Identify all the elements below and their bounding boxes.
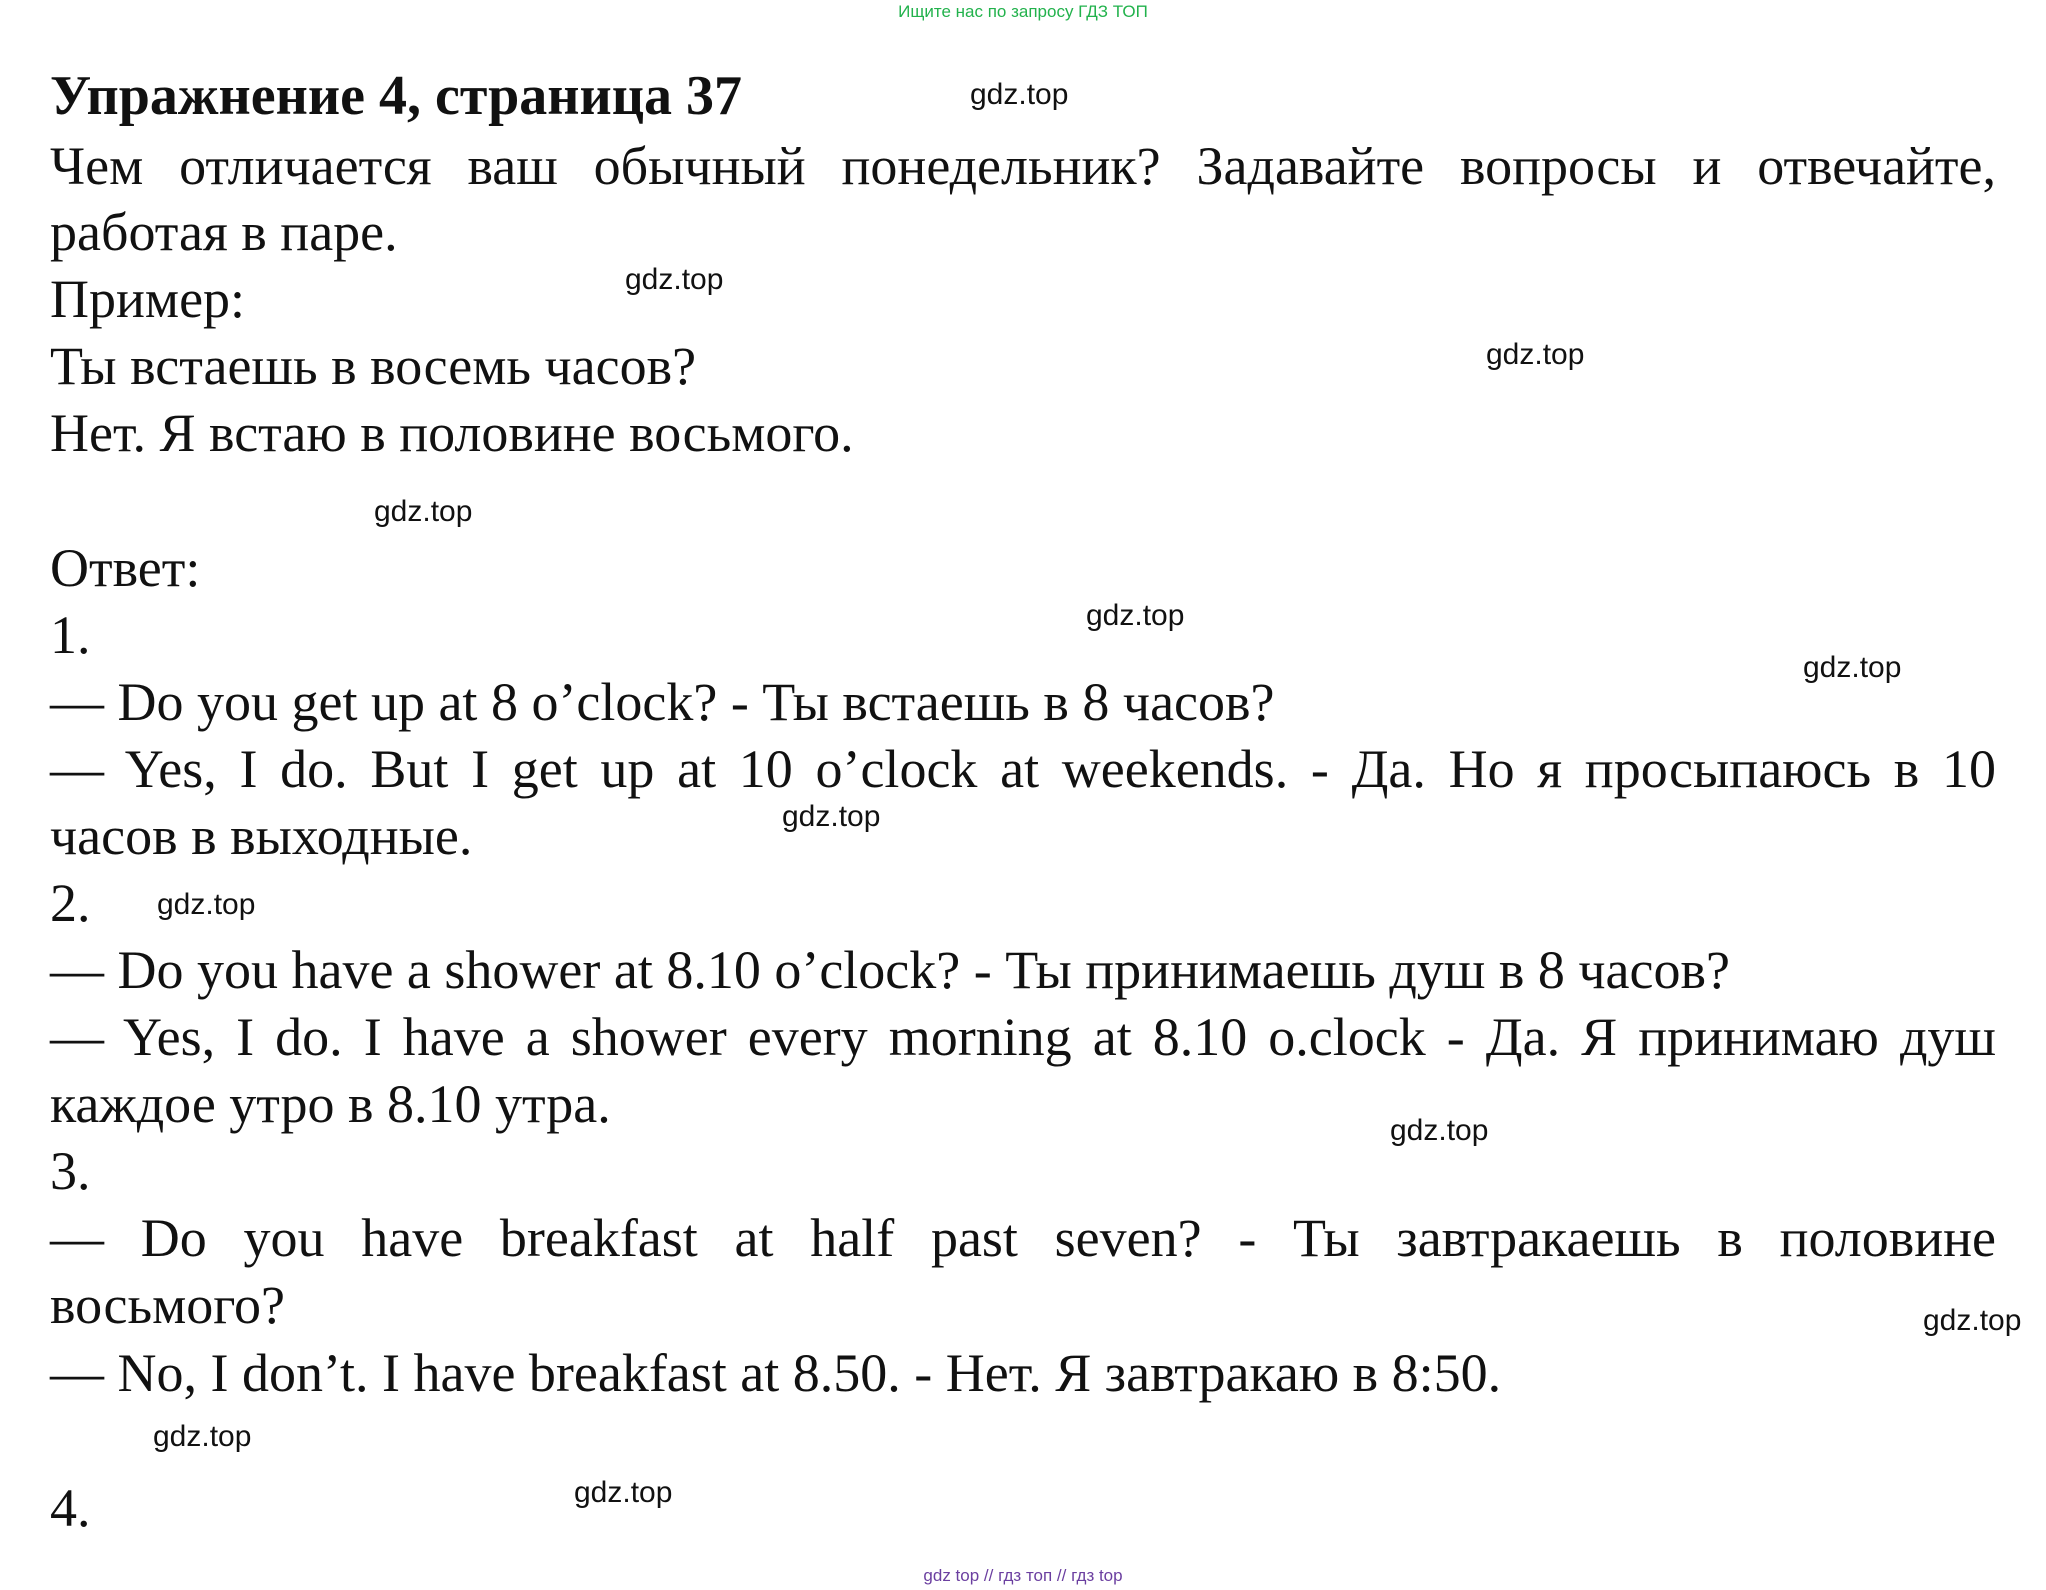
watermark-text: gdz.top (1390, 1114, 1489, 1147)
item-3-question-line-1: — Do you have breakfast at half past seven? - Ты завтракаешь в половине (50, 1208, 1996, 1268)
item-3-answer: — No, I don’t. I have breakfast at 8.50. - Нет. Я завтракаю в 8:50. (50, 1343, 1502, 1403)
item-number-3: 3. (50, 1141, 91, 1201)
watermark-text: gdz.top (625, 263, 724, 296)
task-line-2: работая в паре. (50, 202, 398, 262)
item-1-answer-line-1: — Yes, I do. But I get up at 10 o’clock at weekends. - Да. Но я просыпаюсь в 10 (50, 739, 1996, 799)
watermark-text: gdz.top (1086, 599, 1185, 632)
watermark-text: gdz.top (1923, 1304, 2022, 1337)
watermark-text: gdz.top (970, 78, 1069, 111)
watermark-text: gdz.top (574, 1476, 673, 1509)
example-label: Пример: (50, 269, 246, 329)
item-2-question: — Do you have a shower at 8.10 o’clock? - Ты принимаешь душ в 8 часов? (50, 940, 1730, 1000)
watermark-text: gdz.top (782, 800, 881, 833)
watermark-text: gdz.top (153, 1420, 252, 1453)
example-answer: Нет. Я встаю в половине восьмого. (50, 403, 854, 463)
watermark-text: gdz.top (1803, 651, 1902, 684)
item-2-answer-line-2: каждое утро в 8.10 утра. (50, 1074, 611, 1134)
item-3-question-line-2: восьмого? (50, 1275, 286, 1335)
bottom-banner[interactable]: gdz top // гдз топ // гдз top (923, 1566, 1123, 1585)
item-number-2: 2. (50, 873, 91, 933)
top-banner[interactable]: Ищите нас по запросу ГДЗ ТОП (898, 2, 1148, 21)
item-1-question: — Do you get up at 8 o’clock? - Ты встаешь в 8 часов? (50, 672, 1275, 732)
watermark-text: gdz.top (157, 888, 256, 921)
answer-label: Ответ: (50, 538, 201, 598)
example-question: Ты встаешь в восемь часов? (50, 336, 697, 396)
watermark-text: gdz.top (1486, 338, 1585, 371)
item-number-4: 4. (50, 1478, 91, 1538)
item-2-answer-line-1: — Yes, I do. I have a shower every morning at 8.10 o.clock - Да. Я принимаю душ (50, 1007, 1996, 1067)
page-title: Упражнение 4, страница 37 (50, 65, 743, 127)
watermark-text: gdz.top (374, 495, 473, 528)
item-1-answer-line-2: часов в выходные. (50, 806, 473, 866)
item-number-1: 1. (50, 605, 91, 665)
task-line-1: Чем отличается ваш обычный понедельник? Задавайте вопросы и отвечайте, (50, 136, 1996, 196)
